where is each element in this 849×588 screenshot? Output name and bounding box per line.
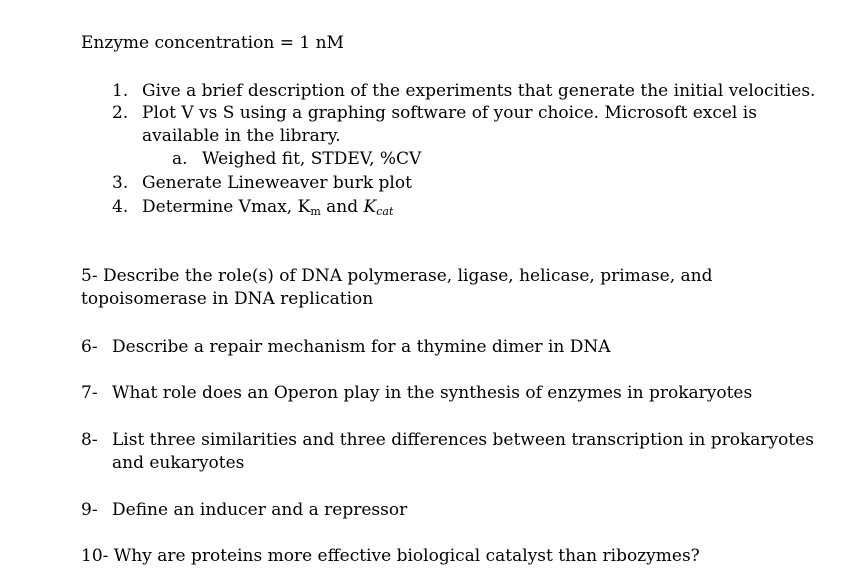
- question-text: Why are proteins more effective biological catalyst than ribozymes?: [113, 546, 700, 566]
- question-10: [81, 545, 700, 567]
- list-item-number: 4.: [112, 197, 129, 217]
- and-text: and: [326, 197, 359, 217]
- vmax-km-text: Determine Vmax, K: [142, 197, 311, 217]
- kcat-subscript: cat: [376, 205, 394, 218]
- list-item-text-continued: available in the library.: [142, 126, 341, 146]
- enzyme-concentration-line: [81, 32, 344, 54]
- enzyme-concentration-label: Enzyme concentration: [81, 33, 275, 53]
- question-number: 10-: [81, 546, 109, 566]
- question-5: [81, 265, 713, 287]
- list-item-text: Give a brief description of the experiments that generate the initial velocities.: [142, 81, 816, 101]
- enzyme-concentration-value: = 1 nM: [279, 33, 344, 53]
- question-number: 8-: [81, 430, 98, 450]
- sub-list-item-text: Weighed fit, STDEV, %CV: [202, 149, 422, 169]
- question-text: What role does an Operon play in the synthesis of enzymes in prokaryotes: [112, 383, 753, 403]
- question-number: 7-: [81, 383, 98, 403]
- question-number: 9-: [81, 500, 98, 520]
- question-text-continued: and eukaryotes: [112, 453, 245, 473]
- sub-list-item-letter: a.: [172, 149, 188, 169]
- kcat-symbol: K: [363, 197, 377, 217]
- km-subscript: m: [310, 205, 321, 218]
- question-number: 5-: [81, 266, 98, 286]
- list-item-number: 2.: [112, 103, 129, 123]
- list-item-text: [142, 196, 393, 218]
- list-item-text: Generate Lineweaver burk plot: [142, 173, 412, 193]
- question-text: List three similarities and three differences between transcription in prokaryotes: [112, 430, 814, 450]
- question-number: 6-: [81, 337, 98, 357]
- question-text: Define an inducer and a repressor: [112, 500, 408, 520]
- question-text: Describe a repair mechanism for a thymine dimer in DNA: [112, 337, 611, 357]
- question-text-continued: topoisomerase in DNA replication: [81, 289, 374, 309]
- list-item-number: 3.: [112, 173, 129, 193]
- list-item-text: Plot V vs S using a graphing software of your choice. Microsoft excel is: [142, 103, 757, 123]
- list-item-number: 1.: [112, 81, 129, 101]
- question-text: Describe the role(s) of DNA polymerase, ligase, helicase, primase, and: [102, 266, 713, 286]
